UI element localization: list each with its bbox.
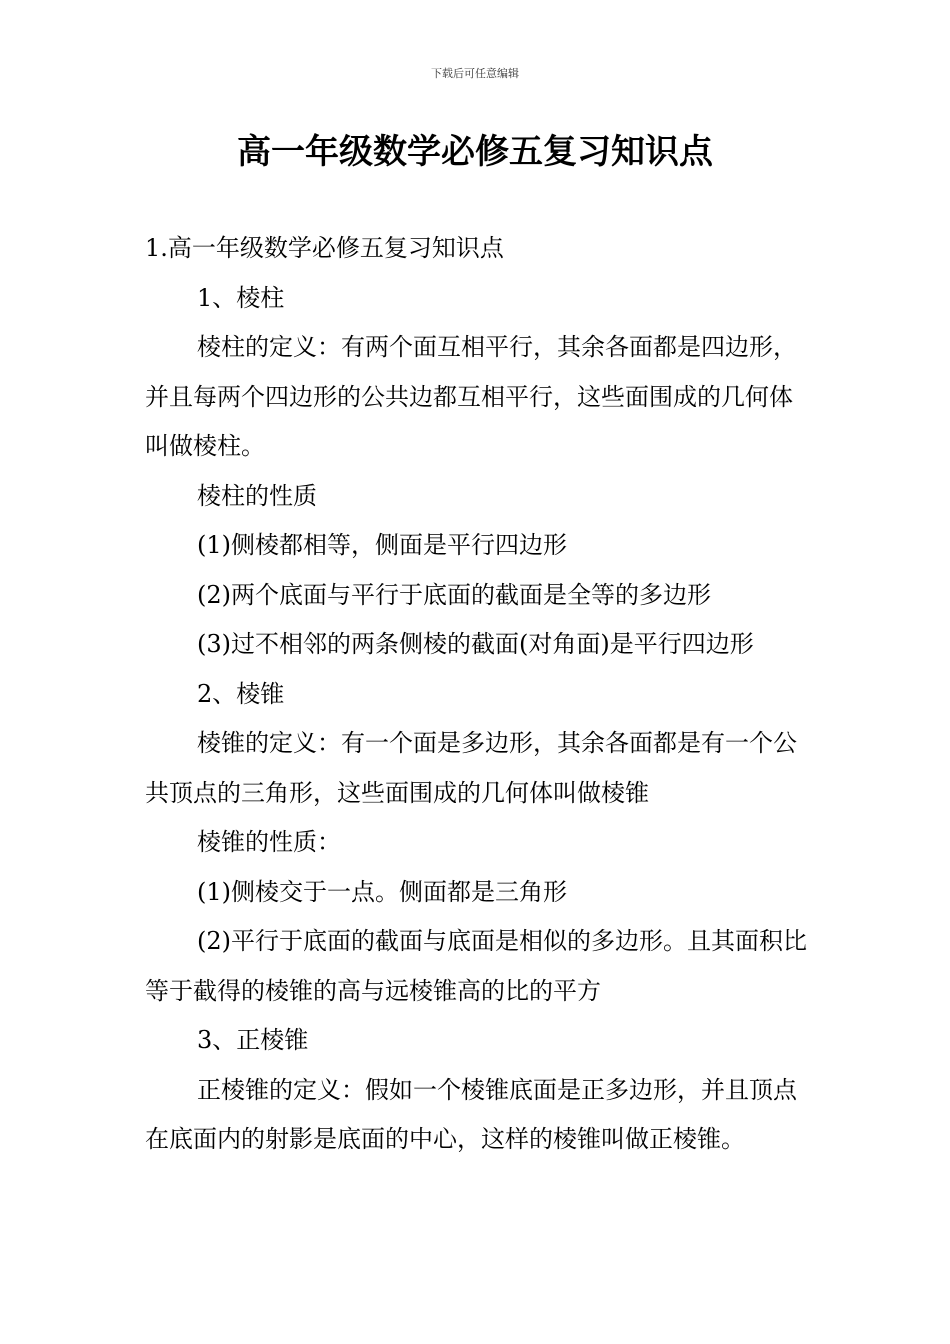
paragraph: 棱柱的性质 [197,481,317,510]
list-item: (2)两个底面与平行于底面的截面是全等的多边形 [197,580,711,609]
paragraph: 正棱锥的定义：假如一个棱锥底面是正多边形，并且顶点在底面内的射影是底面的中心，这样的棱锥叫做正棱锥。 [145,1075,797,1153]
header-note: 下载后可任意编辑 [431,67,519,80]
list-item: (3)过不相邻的两条侧棱的截面(对角面)是平行四边形 [197,630,754,658]
subsection-heading: 3、正棱锥 [197,1026,309,1054]
list-item: (1)侧棱交于一点。侧面都是三角形 [197,877,567,906]
paragraph: 棱锥的性质： [197,828,341,856]
paragraph: 棱锥的定义：有一个面是多边形，其余各面都是有一个公共顶点的三角形，这些面围成的几何体叫做棱锥 [145,729,797,807]
section-heading: 1.高一年级数学必修五复习知识点 [145,234,504,262]
subsection-heading: 2、棱锥 [197,679,285,708]
list-item: (1)侧棱都相等，侧面是平行四边形 [197,531,567,559]
subsection-heading: 1、棱柱 [197,283,285,312]
paragraph: 棱柱的定义：有两个面互相平行，其余各面都是四边形，并且每两个四边形的公共边都互相平行，这些面围成的几何体叫做棱柱。 [145,333,797,460]
document-title: 高一年级数学必修五复习知识点 [237,132,713,172]
document-body [145,224,810,1165]
list-item: (2)平行于底面的截面与底面是相似的多边形。且其面积比等于截得的棱锥的高与远棱锥高的比的平方 [145,927,807,1005]
